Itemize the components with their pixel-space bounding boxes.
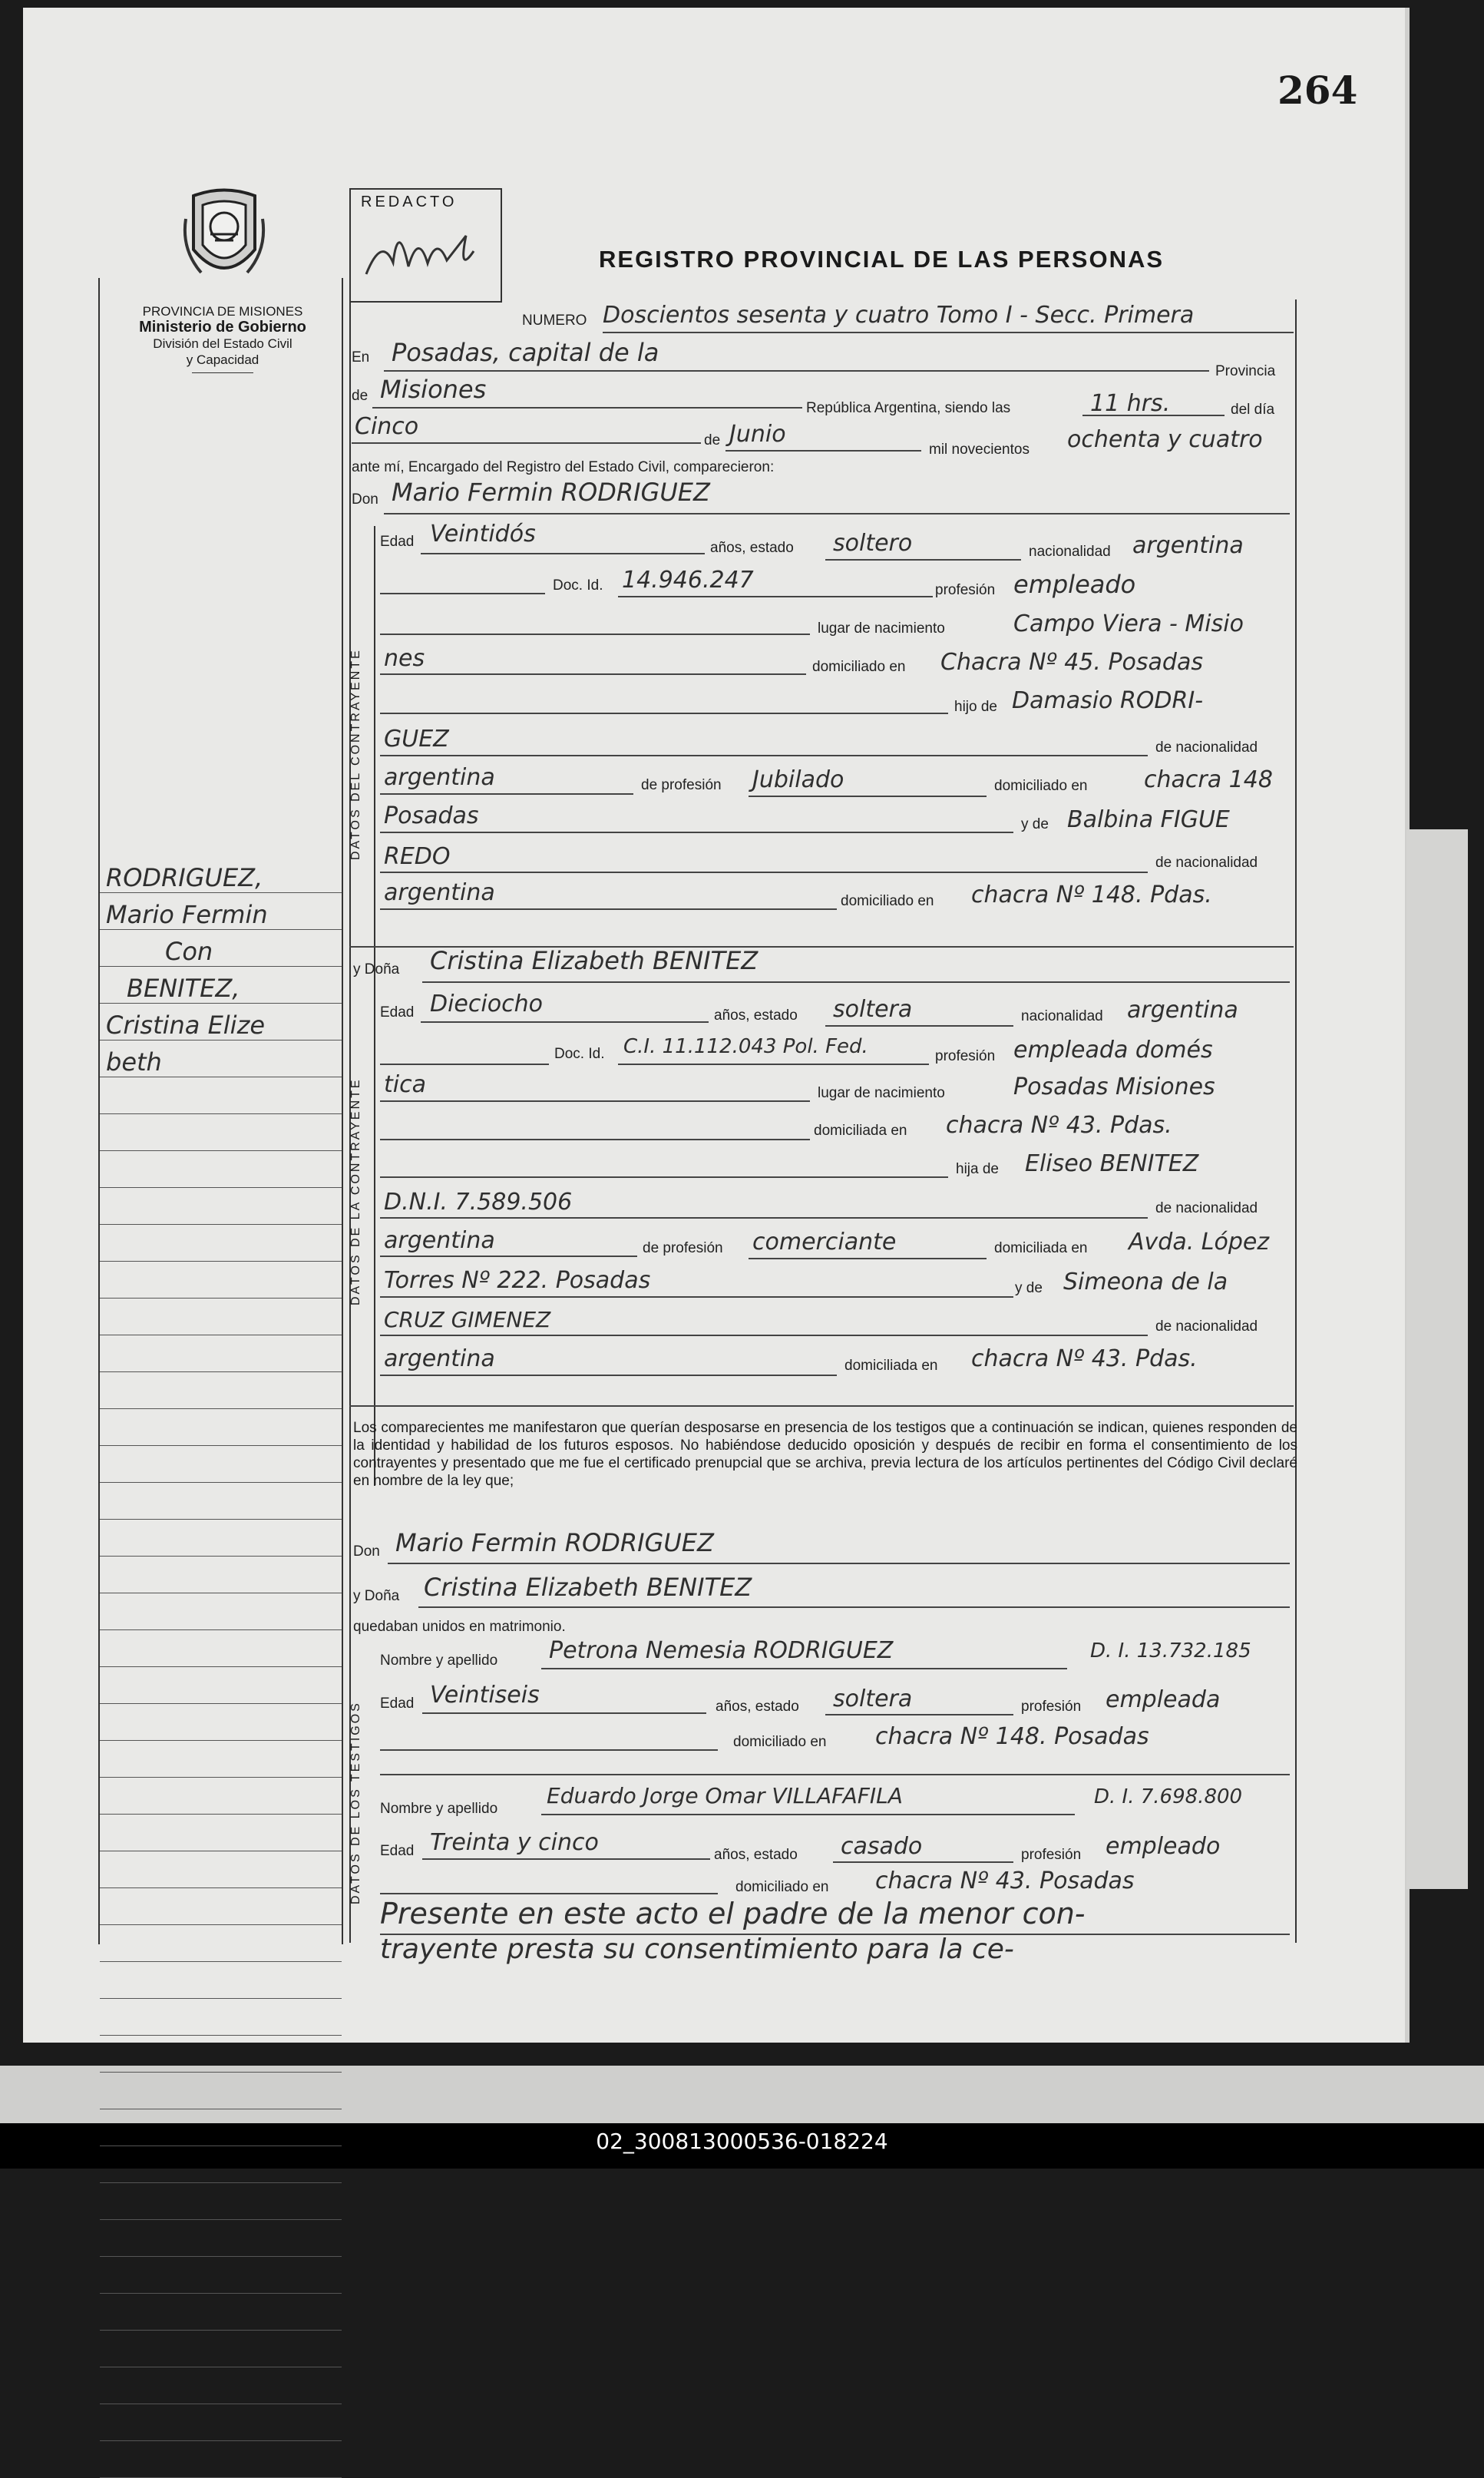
padre-domiciliado-label: domiciliado en [994, 778, 1088, 794]
province-name: PROVINCIA DE MISIONES [142, 304, 303, 319]
contrayente-madre-domicilio: chacra Nº 148. Pdas. [971, 882, 1212, 908]
margin-note-line: Mario Fermin [106, 900, 268, 929]
margin-ruled-line [100, 2035, 342, 2036]
testigo1-estado: soltera [833, 1686, 913, 1712]
de-mes-label: de [704, 432, 721, 448]
margin-ruled-line [100, 1998, 342, 1999]
de-profesion-label: de profesión [641, 777, 722, 793]
consent-note-line1: Presente en este acto el padre de la menor con- [380, 1897, 1086, 1930]
de-label: de [352, 388, 369, 404]
contrayenta-madre: Simeona de la [1063, 1269, 1228, 1295]
de-value: Misiones [380, 375, 487, 404]
testigo1-nombre: Petrona Nemesia RODRIGUEZ [549, 1637, 894, 1664]
margin-ruled-line [100, 1482, 342, 1483]
testigo2-nombre-label: Nombre y apellido [380, 1801, 498, 1817]
margin-note-line: Cristina Elize [106, 1011, 266, 1040]
margin-ruled-line [100, 1556, 342, 1557]
contrayente-nacionalidad: argentina [1132, 532, 1244, 559]
mes-value: Junio [729, 421, 786, 448]
profesion-label: profesión [935, 582, 996, 598]
testigo1-edad-label: Edad [380, 1696, 415, 1712]
republica-label: República Argentina, siendo las [806, 400, 1011, 416]
testigo2-edad: Treinta y cinco [430, 1829, 599, 1856]
contrayenta-domicilio: chacra Nº 43. Pdas. [946, 1112, 1172, 1139]
testigos-section-label: DATOS DE LOS TESTIGOS [349, 1701, 362, 1904]
declaration-paragraph: Los comparecientes me manifestaron que querían desposarse en presencia de los testigos que a continuación se indican, quienes responden de la identidad y habilidad de los futuros esposos. No habiéndose deducido oposición y después de recibir en forma el consentimiento de los contrayentes y presentado que me fue el certificado prenupcial que se archiva, previa lectura de los artículos pertinentes del Código Civil declaré en nombre de la ley que; [353, 1420, 1297, 1489]
mil-label: mil novecientos [929, 442, 1030, 458]
ministry-name: Ministerio de Gobierno [139, 319, 306, 336]
provincia-label: Provincia [1215, 363, 1276, 379]
contrayenta-nacionalidad: argentina [1127, 997, 1238, 1024]
nacionalidad-label: nacionalidad [1029, 544, 1111, 560]
contrayente-madre-nacionalidad: argentina [384, 879, 495, 906]
margin-ruled-line [100, 1187, 342, 1188]
doc-label: Doc. Id. [554, 1046, 605, 1062]
contrayenta-madre-nacionalidad: argentina [384, 1345, 495, 1372]
contrayenta-profesion: empleada domés [1013, 1037, 1213, 1064]
hora-value: 11 hrs. [1090, 390, 1171, 417]
margin-ruled-line [100, 1113, 342, 1114]
edad-label: Edad [380, 534, 415, 550]
margin-ruled-line [100, 1629, 342, 1630]
contrayenta-padre: Eliseo BENITEZ [1025, 1150, 1199, 1177]
margin-ruled-line [100, 1150, 342, 1151]
contrayenta-padre-domicilio-cont: Torres Nº 222. Posadas [384, 1267, 651, 1294]
contrayente-padre-domicilio-cont: Posadas [384, 802, 479, 829]
contrayenta-lugar: Posadas Misiones [1013, 1074, 1215, 1100]
testigo2-doc: D. I. 7.698.800 [1094, 1785, 1243, 1808]
margin-ruled-line [100, 1777, 342, 1778]
margin-ruled-line [100, 1261, 342, 1262]
division-name: División del Estado Civil [153, 336, 293, 351]
margin-ruled-line [100, 2256, 342, 2257]
margin-ruled-line [100, 2219, 342, 2220]
next-page-edge [1406, 829, 1468, 1889]
testigo2-nombre: Eduardo Jorge Omar VILLAFAFILA [547, 1783, 903, 1808]
consent-note-line2: trayente presta su consentimiento para la ce- [380, 1934, 1014, 1965]
edad-label: Edad [380, 1004, 415, 1021]
en-value: Posadas, capital de la [392, 338, 659, 367]
contrayente-profesion: empleado [1013, 570, 1136, 599]
contrayenta-padre-doc: D.N.I. 7.589.506 [384, 1189, 573, 1216]
contrayenta-edad: Dieciocho [430, 991, 543, 1017]
contrayente-madre: Balbina FIGUE [1067, 806, 1230, 833]
union-don: Mario Fermin RODRIGUEZ [395, 1528, 714, 1557]
margin-ruled-line [100, 1961, 342, 1962]
margin-ruled-line [100, 1924, 342, 1925]
y-de-label: y de [1021, 816, 1049, 832]
del-dia-label: del día [1231, 402, 1275, 418]
en-label: En [352, 349, 370, 366]
file-id: 02_300813000536-018224 [596, 2129, 888, 2154]
testigo2-anos-label: años, estado [714, 1847, 798, 1863]
madre-de-nacionalidad-label: de nacionalidad [1155, 1318, 1258, 1335]
testigo1-nombre-label: Nombre y apellido [380, 1653, 498, 1669]
hija-label: hija de [956, 1161, 999, 1177]
lugar-label: lugar de nacimiento [818, 1085, 945, 1101]
contrayente-padre-domicilio: chacra 148 [1144, 766, 1273, 793]
margin-ruled-line [100, 2330, 342, 2331]
numero-label: NUMERO [522, 313, 587, 329]
domiciliado-label: domiciliado en [812, 659, 906, 675]
testigo1-profesion: empleada [1106, 1686, 1221, 1713]
contrayente-padre-profesion: Jubilado [752, 766, 844, 793]
contrayente-padre-nacionalidad: argentina [384, 764, 495, 791]
margin-note-line: BENITEZ, [127, 974, 240, 1003]
margin-ruled-line [100, 1740, 342, 1741]
testigo1-edad: Veintiseis [430, 1682, 540, 1709]
testigo1-doc: D. I. 13.732.185 [1090, 1639, 1251, 1662]
testigo2-dom-label: domiciliado en [735, 1879, 829, 1895]
madre-domiciliado-label: domiciliado en [841, 893, 934, 909]
contrayenta-padre-domicilio: Avda. López [1129, 1229, 1270, 1256]
redacto-label: REDACTO [361, 194, 458, 210]
margin-ruled-line [100, 2072, 342, 2073]
de-profesion-label: de profesión [643, 1240, 723, 1256]
hijo-label: hijo de [954, 699, 997, 715]
margin-note-line: RODRIGUEZ, [106, 863, 263, 892]
contrayenta-profesion-cont: tica [384, 1071, 426, 1098]
de-nacionalidad-label: de nacionalidad [1155, 1200, 1258, 1216]
contrayente-madre-cont: REDO [384, 843, 451, 870]
don-label: Don [352, 491, 378, 508]
domiciliada-label: domiciliada en [814, 1123, 907, 1139]
margin-ruled-line [100, 2293, 342, 2294]
margin-ruled-line [100, 1224, 342, 1225]
y-de-label: y de [1015, 1280, 1043, 1296]
union-don-label: Don [353, 1543, 380, 1560]
page-number: 264 [1277, 68, 1358, 113]
contrayente-padre-cont: GUEZ [384, 726, 449, 753]
don-value: Mario Fermin RODRIGUEZ [392, 478, 710, 507]
contrayente-domicilio: Chacra Nº 45. Posadas [940, 649, 1203, 676]
testigo2-domicilio: chacra Nº 43. Posadas [875, 1868, 1135, 1894]
margin-ruled-line [100, 1445, 342, 1446]
margin-note-line: Con [165, 937, 213, 966]
margin-ruled-line [100, 1298, 342, 1299]
contrayenta-madre-domicilio: chacra Nº 43. Pdas. [971, 1345, 1198, 1372]
union-dona-label: y Doña [353, 1588, 400, 1604]
margin-ruled-line [100, 1408, 342, 1409]
nacionalidad-label: nacionalidad [1021, 1008, 1103, 1024]
contrayente-section-label: DATOS DEL CONTRAYENTE [349, 648, 362, 860]
testigo1-anos-label: años, estado [716, 1699, 799, 1715]
margin-ruled-line [100, 2182, 342, 2183]
margin-ruled-line [100, 1703, 342, 1704]
contrayente-doc: 14.946.247 [622, 567, 754, 594]
testigo2-profesion: empleado [1106, 1833, 1221, 1860]
testigo1-domicilio: chacra Nº 148. Posadas [875, 1723, 1149, 1750]
contrayenta-estado: soltera [833, 996, 913, 1023]
madre-de-nacionalidad-label: de nacionalidad [1155, 855, 1258, 871]
coat-of-arms-emblem [178, 188, 270, 288]
contrayenta-padre-nacionalidad: argentina [384, 1227, 495, 1254]
dona-label: y Doña [353, 961, 400, 978]
anos-label: años, estado [710, 540, 794, 556]
margin-ruled-line [100, 1666, 342, 1667]
testigo2-edad-label: Edad [380, 1843, 415, 1859]
contrayente-lugar-cont: nes [384, 645, 425, 672]
margin-ruled-line [100, 1003, 342, 1004]
margin-ruled-line [100, 2440, 342, 2441]
margin-ruled-line [100, 1814, 342, 1815]
margin-ruled-line [100, 966, 342, 967]
testigo1-profesion-label: profesión [1021, 1699, 1082, 1715]
division-capacity: y Capacidad [186, 352, 259, 367]
numero-value: Doscientos sesenta y cuatro Tomo I - Secc. Primera [603, 302, 1195, 329]
contrayenta-madre-cont: CRUZ GIMENEZ [384, 1307, 551, 1332]
margin-notes-column [98, 278, 343, 1944]
padre-domiciliada-label: domiciliada en [994, 1240, 1088, 1256]
dia-value: Cinco [355, 413, 419, 440]
margin-ruled-line [100, 1887, 342, 1888]
testigo2-profesion-label: profesión [1021, 1847, 1082, 1863]
contrayenta-padre-profesion: comerciante [752, 1229, 897, 1256]
document-title: REGISTRO PROVINCIAL DE LAS PERSONAS [599, 246, 1165, 273]
contrayente-lugar: Campo Viera - Misio [1013, 610, 1244, 637]
madre-domiciliada-label: domiciliada en [844, 1358, 938, 1374]
lugar-label: lugar de nacimiento [818, 620, 945, 637]
dona-value: Cristina Elizabeth BENITEZ [430, 946, 759, 975]
margin-ruled-line [100, 1519, 342, 1520]
contrayente-padre: Damasio RODRI- [1012, 687, 1204, 714]
margin-ruled-line [100, 892, 342, 893]
union-dona: Cristina Elizabeth BENITEZ [424, 1573, 752, 1602]
testigo2-estado: casado [841, 1833, 923, 1860]
margin-ruled-line [100, 929, 342, 930]
testigo1-dom-label: domiciliado en [733, 1734, 827, 1750]
quedaban-text: quedaban unidos en matrimonio. [353, 1619, 566, 1635]
contrayente-estado: soltero [833, 530, 913, 557]
margin-note-line: beth [106, 1047, 162, 1077]
contrayenta-doc: C.I. 11.112.043 Pol. Fed. [623, 1035, 868, 1058]
contrayente-edad: Veintidós [430, 521, 536, 548]
contrayenta-section-label: DATOS DE LA CONTRAYENTE [349, 1077, 362, 1305]
anos-label: años, estado [714, 1007, 798, 1024]
profesion-label: profesión [935, 1048, 996, 1064]
de-nacionalidad-label: de nacionalidad [1155, 739, 1258, 756]
ante-mi-text: ante mí, Encargado del Registro del Estado Civil, comparecieron: [352, 459, 775, 475]
anio-value: ochenta y cuatro [1067, 426, 1263, 453]
doc-label: Doc. Id. [553, 577, 603, 594]
margin-ruled-line [100, 1371, 342, 1372]
